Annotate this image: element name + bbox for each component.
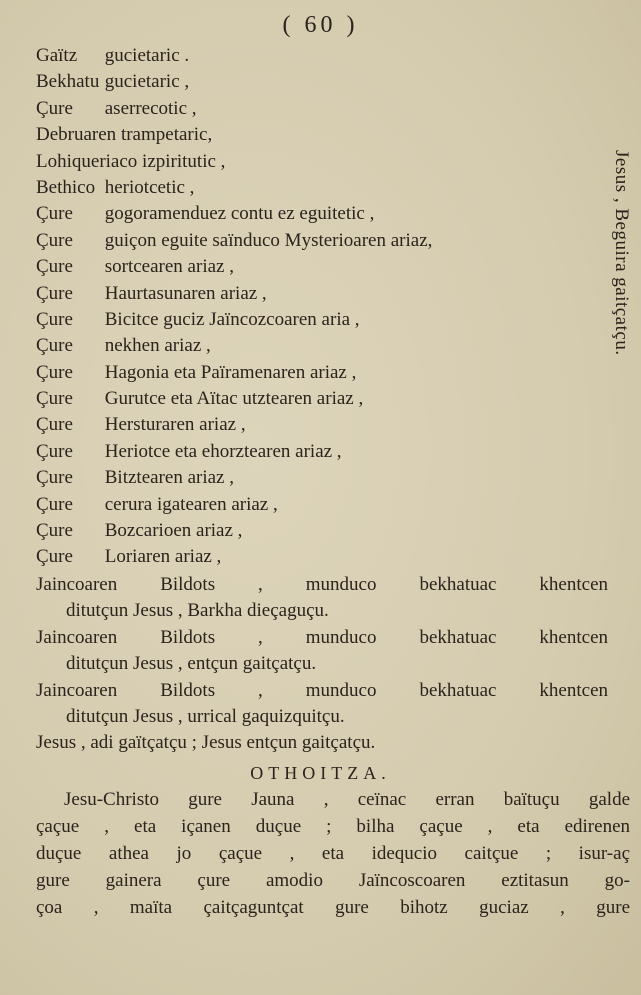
line-prefix: Çure bbox=[36, 229, 73, 251]
line-prefix: Çure bbox=[36, 440, 73, 462]
line-prefix: Gaïtz bbox=[36, 45, 78, 66]
line-text: Hagonia eta Païramenaren ariaz , bbox=[104, 361, 357, 383]
page-number: ( 60 ) bbox=[282, 12, 359, 38]
litany-line bbox=[36, 333, 602, 359]
litany-line bbox=[36, 386, 602, 412]
line-text: sortcearen ariaz , bbox=[104, 256, 234, 278]
line-prefix: Çure bbox=[36, 520, 73, 542]
line-text: Loriaren ariaz , bbox=[104, 546, 222, 568]
line-prefix: Çure bbox=[36, 335, 73, 357]
line-text: Bitztearen ariaz , bbox=[104, 467, 234, 489]
litany-line bbox=[36, 544, 602, 570]
litany-line bbox=[36, 412, 602, 438]
line-prefix: Lohiqueriaco bbox=[36, 150, 138, 172]
litany-line bbox=[36, 43, 602, 69]
line-text: izpiritutic , bbox=[142, 150, 226, 172]
line-prefix: Çure bbox=[36, 282, 73, 304]
prayer-line: duçue athea jo çaçue , eta idequcio caitçue ; isur-aç bbox=[36, 843, 630, 864]
line-prefix: Debruaren bbox=[36, 124, 117, 146]
prayer-title: OTHOITZA. bbox=[250, 763, 391, 783]
litany-line bbox=[36, 201, 602, 227]
line-text: Bicitce guciz Jaïncozcoaren aria , bbox=[104, 308, 360, 330]
litany-line bbox=[36, 96, 602, 122]
line-text: cerura igatearen ariaz , bbox=[104, 493, 278, 515]
litany-line bbox=[36, 281, 602, 307]
line-text: guiçon eguite saïnduco Mysterioaren ariaz, bbox=[104, 229, 433, 251]
line-text: gucietaric , bbox=[104, 71, 190, 93]
line-text: heriotcetic , bbox=[104, 176, 195, 198]
line-prefix: Çure bbox=[36, 256, 73, 278]
prayer-line: gure gainera çure amodio Jaïncoscoaren eztitasun go- bbox=[36, 870, 630, 891]
agnus-line: Jaincoaren Bildots , munduco bekhatuac khentcen bbox=[36, 574, 608, 595]
litany-line bbox=[36, 149, 602, 175]
line-text: Heriotce eta ehorztearen ariaz , bbox=[104, 440, 342, 462]
prayer-line: çoa , maïta çaitçaguntçat gure bihotz guciaz , gure bbox=[36, 897, 630, 918]
line-text: Haurtasunaren ariaz , bbox=[104, 282, 267, 304]
litany-line bbox=[36, 254, 602, 280]
litany-line bbox=[36, 360, 602, 386]
running-title: Jesus , Beguira gaitçatçu. bbox=[611, 150, 632, 356]
agnus-line: Jaincoaren Bildots , munduco bekhatuac khentcen bbox=[36, 626, 608, 648]
agnus-dei-section bbox=[36, 572, 608, 757]
litany-line bbox=[36, 465, 602, 491]
litany-line bbox=[36, 518, 602, 544]
line-prefix: Bekhatu bbox=[36, 71, 100, 93]
line-prefix: Çure bbox=[36, 361, 73, 383]
agnus-line: ditutçun Jesus , entçun gaitçatçu. bbox=[66, 653, 317, 675]
litany-list bbox=[36, 43, 602, 571]
line-text: trampetaric, bbox=[120, 124, 213, 146]
agnus-line: ditutçun Jesus , Barkha dieçaguçu. bbox=[66, 600, 329, 622]
litany-line bbox=[36, 228, 602, 254]
line-text: gucietaric . bbox=[104, 45, 190, 66]
litany-line bbox=[36, 122, 602, 148]
prayer-line: çaçue , eta içanen duçue ; bilha çaçue , eta edirenen bbox=[36, 816, 630, 837]
litany-line bbox=[36, 492, 602, 518]
line-text: nekhen ariaz , bbox=[104, 335, 211, 357]
line-prefix: Bethico bbox=[36, 176, 96, 198]
litany-line bbox=[36, 439, 602, 465]
litany-line bbox=[36, 69, 602, 95]
line-prefix: Çure bbox=[36, 467, 73, 489]
line-text: Bozcarioen ariaz , bbox=[104, 520, 243, 542]
line-prefix: Çure bbox=[36, 493, 73, 515]
litany-line bbox=[36, 307, 602, 333]
line-text: Hersturaren ariaz , bbox=[104, 414, 246, 436]
agnus-line: Jaincoaren Bildots , munduco bekhatuac khentcen bbox=[36, 679, 608, 701]
line-prefix: Çure bbox=[36, 203, 73, 225]
prayer-paragraph bbox=[36, 786, 630, 921]
litany-line bbox=[36, 175, 602, 201]
line-prefix: Çure bbox=[36, 97, 73, 119]
agnus-line: ditutçun Jesus , urrical gaquizquitçu. bbox=[66, 706, 345, 727]
line-prefix: Çure bbox=[36, 414, 73, 436]
prayer-line: Jesu-Christo gure Jauna , ceïnac erran baïtuçu galde bbox=[64, 789, 630, 810]
line-text: gogoramenduez contu ez eguitetic , bbox=[104, 203, 375, 225]
line-prefix: Çure bbox=[36, 546, 73, 568]
line-text: Gurutce eta Aïtac utztearen ariaz , bbox=[104, 388, 364, 410]
line-prefix: Çure bbox=[36, 308, 73, 330]
line-prefix: Çure bbox=[36, 388, 73, 410]
agnus-line: Jesus , adi gaïtçatçu ; Jesus entçun gaitçatçu. bbox=[36, 732, 376, 754]
line-text: aserrecotic , bbox=[104, 97, 197, 119]
